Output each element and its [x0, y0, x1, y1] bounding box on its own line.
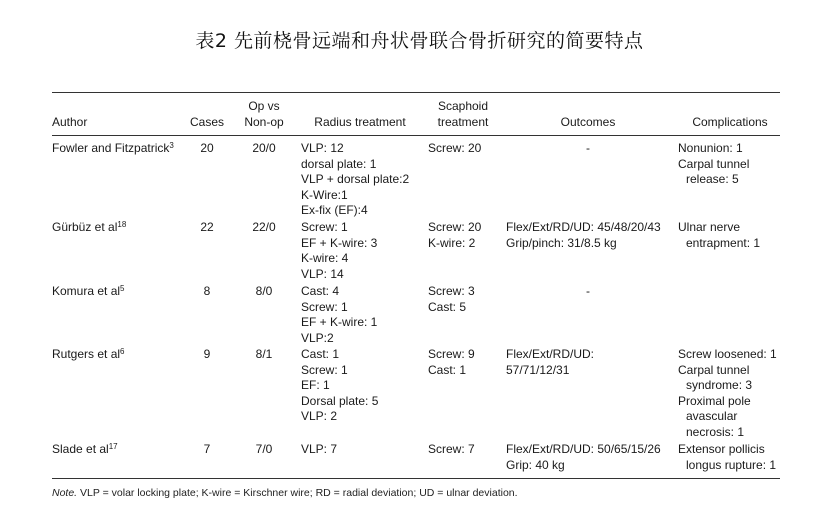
outcomes-cell	[530, 284, 646, 300]
radius-treatment-cell-line: VLP + dorsal plate:2	[301, 172, 410, 186]
radius-treatment-cell-line: VLP:2	[301, 330, 334, 345]
scaphoid-treatment-cell-line: Screw: 7	[428, 442, 475, 456]
complications-cell-line: avascular	[686, 409, 738, 423]
table-header-rule	[52, 135, 780, 136]
header-complications: Complications	[692, 115, 768, 129]
scaphoid-treatment-cell-line: Screw: 3	[428, 284, 475, 298]
outcomes-cell-line: Flex/Ext/RD/UD:	[506, 347, 595, 361]
scaphoid-treatment-cell	[428, 442, 475, 458]
note-label: Note.	[52, 487, 78, 499]
cases-cell: 7	[203, 442, 211, 456]
outcomes-cell-line: Grip: 40 kg	[506, 457, 565, 472]
complications-cell-line: Extensor pollicis	[678, 442, 765, 456]
complications-cell	[678, 141, 749, 188]
radius-treatment-cell-line: K-Wire:1	[301, 187, 348, 202]
outcomes-cell-line: Flex/Ext/RD/UD: 45/48/20/43	[506, 220, 661, 234]
complications-cell-line: syndrome: 3	[686, 378, 753, 392]
radius-treatment-cell-line: Dorsal plate: 5	[301, 393, 379, 408]
header-op-line2: Non-op	[244, 115, 284, 129]
author-name: Gürbüz et al	[52, 220, 118, 234]
complications-cell	[678, 347, 777, 440]
author-cell	[52, 284, 125, 300]
radius-treatment-cell	[301, 141, 409, 219]
complications-cell-line: Carpal tunnel	[678, 362, 750, 377]
complications-cell-line: Screw loosened: 1	[678, 347, 777, 361]
header-cases: Cases	[189, 115, 224, 129]
radius-treatment-cell	[301, 442, 337, 458]
cases-cell: 22	[200, 220, 214, 234]
complications-cell-line: Nonunion: 1	[678, 141, 743, 155]
radius-treatment-cell-line: EF + K-wire: 1	[301, 315, 378, 329]
table-top-rule	[52, 92, 780, 93]
header-op-line1: Op vs	[248, 99, 280, 113]
scaphoid-treatment-cell	[428, 141, 481, 157]
radius-treatment-cell	[301, 220, 377, 282]
complications-cell	[678, 442, 776, 473]
op-vs-nonop-cell: 20/0	[252, 141, 276, 155]
radius-treatment-cell-line: dorsal plate: 1	[301, 156, 377, 171]
radius-treatment-cell	[301, 347, 378, 425]
radius-treatment-cell-line: Screw: 1	[301, 362, 348, 377]
radius-treatment-cell-line: VLP: 7	[301, 442, 338, 456]
outcomes-cell-line: -	[586, 141, 590, 155]
outcomes-cell	[506, 347, 594, 378]
scaphoid-treatment-cell-line: Screw: 9	[428, 347, 475, 361]
table-note	[52, 487, 518, 499]
cases-cell: 8	[203, 284, 211, 298]
outcomes-cell-line: Grip/pinch: 31/8.5 kg	[506, 235, 617, 250]
cases-cell: 20	[200, 141, 214, 155]
scaphoid-treatment-cell	[428, 220, 481, 251]
author-name: Komura et al	[52, 284, 121, 298]
op-vs-nonop-cell: 22/0	[252, 220, 276, 234]
radius-treatment-cell-line: EF: 1	[301, 378, 330, 392]
author-cell	[52, 220, 126, 236]
table-bottom-rule	[52, 478, 780, 479]
note-text: VLP = volar locking plate; K-wire = Kirschner wire; RD = radial deviation; UD = ulnar deviation.	[77, 487, 518, 499]
radius-treatment-cell-line: EF + K-wire: 3	[301, 235, 378, 250]
author-name: Slade et al	[52, 442, 109, 456]
reference-number: 18	[117, 220, 127, 229]
radius-treatment-cell-line: VLP: 12	[301, 141, 344, 155]
complications-cell	[678, 220, 760, 251]
scaphoid-treatment-cell-line: K-wire: 2	[428, 235, 476, 250]
complications-cell-line: entrapment: 1	[686, 235, 761, 250]
outcomes-cell-line: Flex/Ext/RD/UD: 50/65/15/26	[506, 442, 661, 456]
reference-number: 17	[108, 442, 118, 451]
outcomes-cell	[506, 442, 661, 473]
author-cell	[52, 347, 125, 363]
header-outcomes: Outcomes	[560, 115, 616, 129]
outcomes-cell	[506, 220, 661, 251]
scaphoid-treatment-cell	[428, 284, 475, 315]
radius-treatment-cell-line: VLP: 2	[301, 409, 338, 423]
cases-cell: 9	[203, 347, 211, 361]
outcomes-cell	[530, 141, 646, 157]
op-vs-nonop-cell: 8/0	[255, 284, 273, 298]
author-name: Fowler and Fitzpatrick	[52, 141, 170, 155]
author-cell	[52, 141, 174, 157]
radius-treatment-cell-line: Screw: 1	[301, 299, 348, 314]
radius-treatment-cell-line: K-wire: 4	[301, 251, 349, 265]
complications-cell-line: longus rupture: 1	[686, 457, 777, 472]
op-vs-nonop-cell: 8/1	[255, 347, 273, 361]
author-name: Rutgers et al	[52, 347, 121, 361]
scaphoid-treatment-cell-line: Cast: 5	[428, 299, 467, 314]
scaphoid-treatment-cell-line: Screw: 20	[428, 220, 482, 234]
header-scaphoid-line1: Scaphoid	[437, 99, 489, 113]
outcomes-cell-line: 57/71/12/31	[506, 362, 570, 377]
radius-treatment-cell-line: Cast: 4	[301, 284, 340, 298]
complications-cell-line: necrosis: 1	[686, 424, 745, 439]
scaphoid-treatment-cell-line: Screw: 20	[428, 141, 482, 155]
radius-treatment-cell-line: Cast: 1	[301, 347, 340, 361]
table-title: 表2 先前桡骨远端和舟状骨联合骨折研究的简要特点	[195, 30, 644, 52]
reference-number: 3	[169, 141, 174, 150]
complications-cell-line: Proximal pole	[678, 393, 751, 408]
op-vs-nonop-cell: 7/0	[255, 442, 273, 456]
complications-cell-line: Ulnar nerve	[678, 220, 741, 234]
reference-number: 5	[120, 284, 125, 293]
header-radius: Radius treatment	[314, 115, 406, 129]
complications-cell-line: release: 5	[686, 172, 739, 186]
outcomes-cell-line: -	[586, 284, 590, 298]
header-scaphoid-line2: treatment	[437, 115, 489, 129]
radius-treatment-cell-line: Ex-fix (EF):4	[301, 203, 368, 217]
complications-cell-line: Carpal tunnel	[678, 156, 750, 171]
header-author: Author	[52, 115, 88, 129]
radius-treatment-cell	[301, 284, 377, 346]
reference-number: 6	[120, 347, 125, 356]
scaphoid-treatment-cell	[428, 347, 475, 378]
author-cell	[52, 442, 118, 458]
radius-treatment-cell-line: Screw: 1	[301, 220, 348, 234]
radius-treatment-cell-line: VLP: 14	[301, 266, 344, 281]
scaphoid-treatment-cell-line: Cast: 1	[428, 362, 467, 377]
